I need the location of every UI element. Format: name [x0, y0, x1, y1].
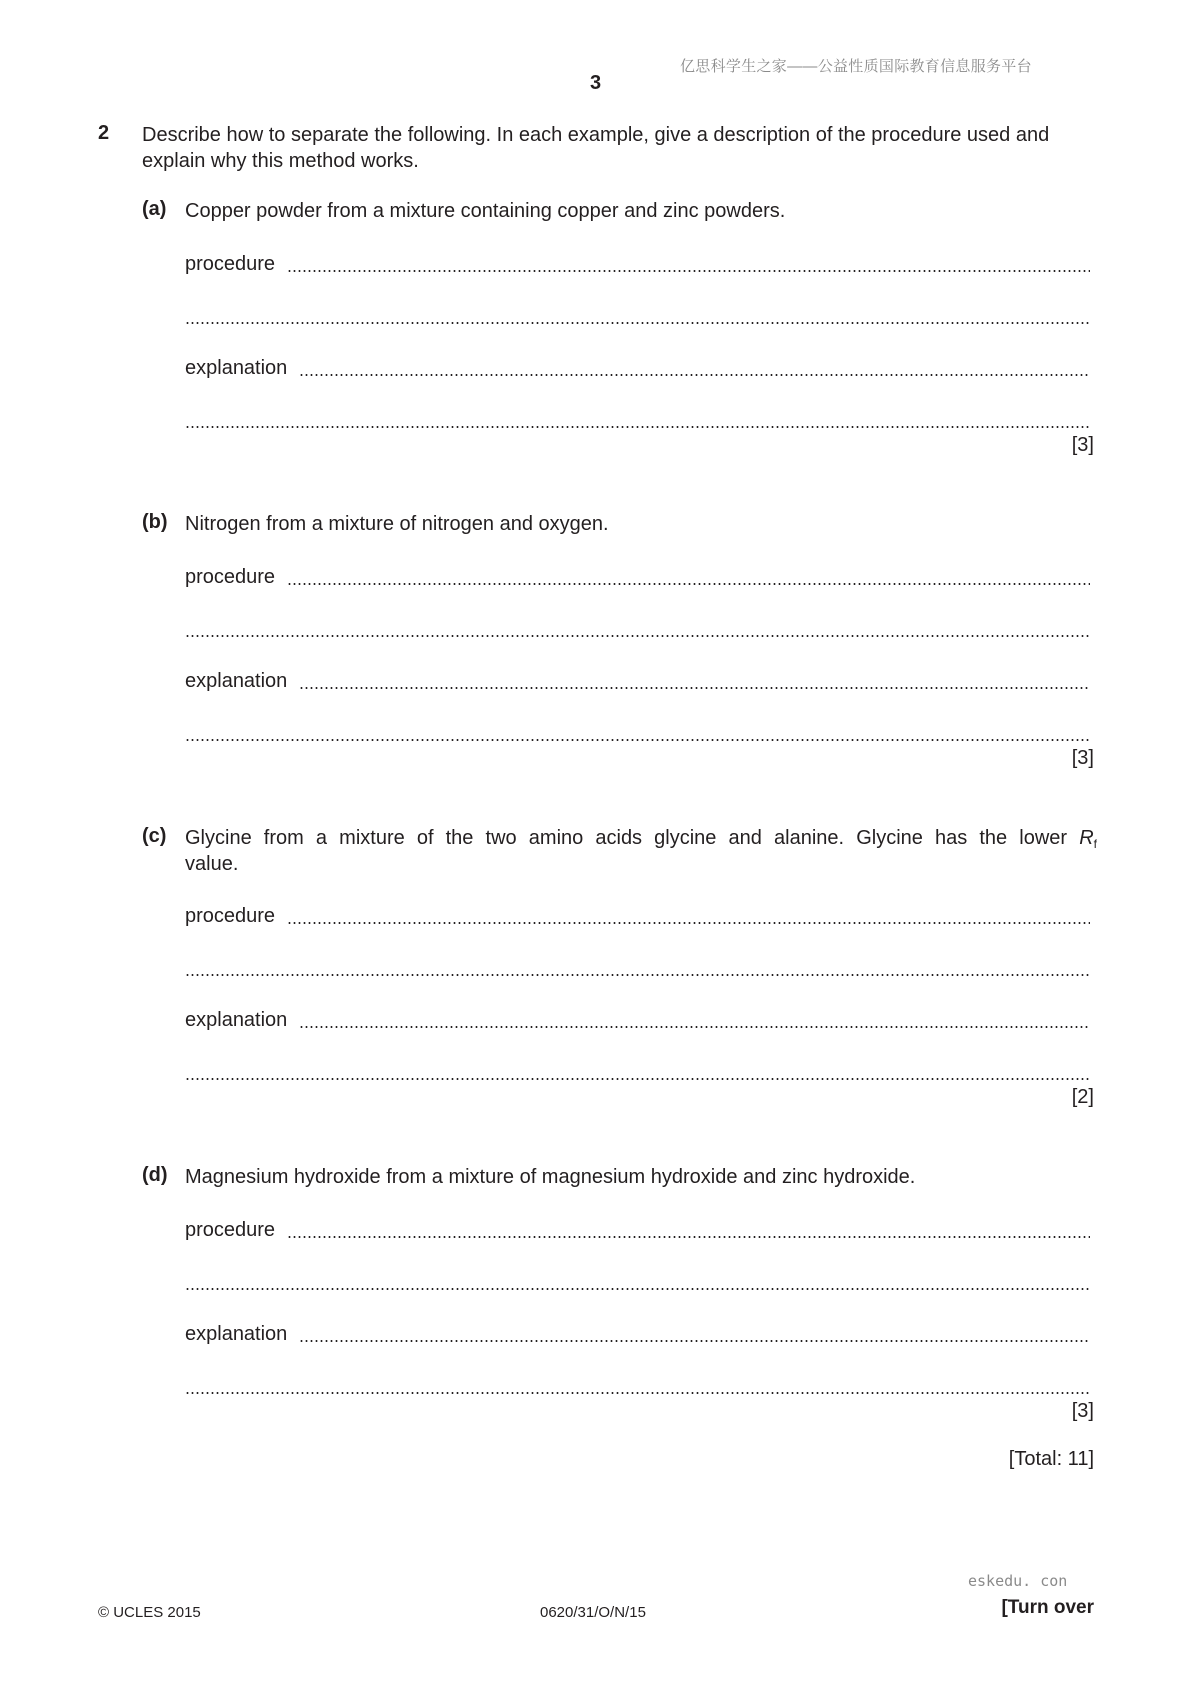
part-a-text: Copper powder from a mixture containing copper and zinc powders. [185, 200, 786, 222]
answer-dots [185, 635, 1090, 637]
answer-dots [299, 1340, 1090, 1342]
explanation-label: explanation [185, 1323, 288, 1345]
part-c-explanation-line-2[interactable] [185, 1058, 1090, 1084]
answer-dots [287, 270, 1090, 272]
part-b-text: Nitrogen from a mixture of nitrogen and oxygen. [185, 513, 609, 535]
part-c-marks: [2] [1071, 1086, 1094, 1108]
answer-dots [287, 922, 1090, 924]
part-c-label: (c) [142, 825, 167, 847]
part-b-marks: [3] [1071, 747, 1094, 769]
answer-dots [185, 322, 1090, 324]
part-a-procedure-line-2[interactable] [185, 302, 1090, 328]
explanation-label: explanation [185, 1009, 288, 1031]
part-c-procedure-line[interactable] [185, 902, 1090, 928]
part-a-explanation-line-2[interactable] [185, 406, 1090, 432]
part-b-label: (b) [142, 511, 168, 533]
part-a-marks: [3] [1071, 434, 1094, 456]
procedure-label: procedure [185, 566, 276, 588]
answer-dots [299, 687, 1090, 689]
answer-dots [287, 583, 1090, 585]
question-number: 2 [98, 122, 110, 144]
part-c-text-end: value. [185, 853, 239, 875]
part-d-text: Magnesium hydroxide from a mixture of magnesium hydroxide and zinc hydroxide. [185, 1166, 916, 1188]
part-b-explanation-line[interactable] [185, 667, 1090, 693]
header-watermark: 亿思科学生之家——公益性质国际教育信息服务平台 [680, 58, 1032, 75]
answer-dots [185, 1392, 1090, 1394]
page-number: 3 [589, 72, 602, 94]
part-b-procedure-line-2[interactable] [185, 615, 1090, 641]
part-d-marks: [3] [1071, 1400, 1094, 1422]
procedure-label: procedure [185, 253, 276, 275]
part-a-procedure-line[interactable] [185, 250, 1090, 276]
part-c-procedure-line-2[interactable] [185, 954, 1090, 980]
part-c-text-line-1 [185, 825, 1097, 851]
part-c-text: Glycine from a mixture of the two amino acids glycine and alanine. Glycine has the lower [185, 827, 1068, 849]
answer-dots [299, 1026, 1090, 1028]
turn-over: [Turn over [1001, 1597, 1094, 1618]
footer-watermark: eskedu. con [968, 1572, 1068, 1590]
question-text: Describe how to separate the following. In each example, give a description of the procedure used and explain why this method works. [142, 124, 1050, 172]
part-d-label: (d) [142, 1164, 168, 1186]
explanation-label: explanation [185, 670, 288, 692]
answer-dots [185, 739, 1090, 741]
explanation-label: explanation [185, 357, 288, 379]
part-a-explanation-line[interactable] [185, 354, 1090, 380]
part-d-procedure-line-2[interactable] [185, 1268, 1090, 1294]
answer-dots [287, 1236, 1090, 1238]
answer-dots [299, 374, 1090, 376]
answer-dots [185, 974, 1090, 976]
answer-dots [185, 1078, 1090, 1080]
part-b-procedure-line[interactable] [185, 563, 1090, 589]
answer-dots [185, 426, 1090, 428]
paper-code: 0620/31/O/N/15 [540, 1604, 646, 1621]
part-b-explanation-line-2[interactable] [185, 719, 1090, 745]
part-d-procedure-line[interactable] [185, 1216, 1090, 1242]
answer-dots [185, 1288, 1090, 1290]
procedure-label: procedure [185, 1219, 276, 1241]
part-a-label: (a) [142, 198, 167, 220]
total-marks: [Total: 11] [1008, 1448, 1094, 1470]
part-d-explanation-line-2[interactable] [185, 1372, 1090, 1398]
procedure-label: procedure [185, 905, 276, 927]
part-c-explanation-line[interactable] [185, 1006, 1090, 1032]
rf-symbol: R [1079, 827, 1094, 849]
part-d-explanation-line[interactable] [185, 1320, 1090, 1346]
copyright: © UCLES 2015 [98, 1604, 201, 1621]
rf-subscript: f [1093, 837, 1097, 851]
